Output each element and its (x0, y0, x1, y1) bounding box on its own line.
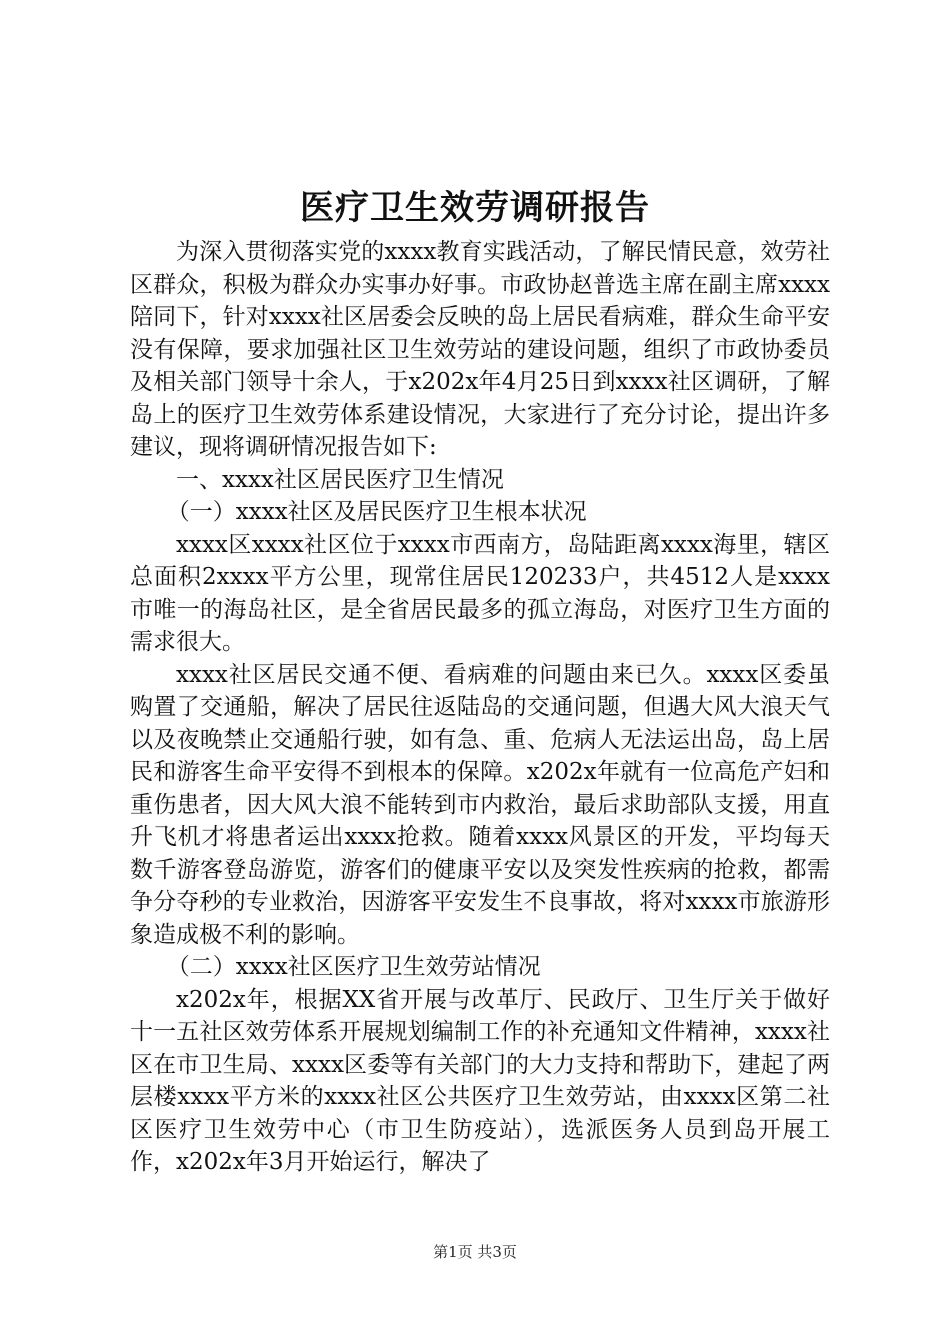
subsection-heading-2: （二）xxxx社区医疗卫生效劳站情况 (166, 954, 541, 980)
document-title: 医疗卫生效劳调研报告 (300, 188, 650, 228)
section-heading-1: 一、xxxx社区居民医疗卫生情况 (176, 466, 504, 493)
intro-paragraph: 为深入贯彻落实党的xxxx教育实践活动，了解民情民意，效劳社区群众，积极为群众办实事办好事。市政协赵普选主席在副主席xxxx陪同下，针对xxxx社区居委会反映的岛上居民看病难，群众生命平安没有保障，要求加强社区卫生效劳站的建设问题，组织了市政协委员及相关部门领导十余人，于x202x年4月25日到xxxx社区调研，了解岛上的医疗卫生效劳体系建设情况，大家进行了充分讨论，提出许多建议，现将调研情况报告如下: (130, 239, 830, 460)
document-body (130, 236, 830, 1179)
body-paragraph: xxxx社区居民交通不便、看病难的问题由来已久。xxxx区委虽购置了交通船，解决了居民往返陆岛的交通问题，但遇大风大浪天气以及夜晚禁止交通船行驶，如有急、重、危病人无法运出岛，岛上居民和游客生命平安得不到根本的保障。x202x年就有一位高危产妇和重伤患者，因大风大浪不能转到市内救治，最后求助部队支援，用直升飞机才将患者运出xxxx抢救。随着xxxx风景区的开发，平均每天数千游客登岛游览，游客们的健康平安以及突发性疾病的抢救，都需争分夺秒的专业救治，因游客平安发生不良事故，将对xxxx市旅游形象造成极不利的影响。 (130, 661, 830, 948)
body-paragraph: x202x年，根据XX省开展与改革厅、民政厅、卫生厅关于做好十一五社区效劳体系开展规划编制工作的补充通知文件精神，xxxx社区在市卫生局、xxxx区委等有关部门的大力支持和帮助下，建起了两层楼xxxx平方米的xxxx社区公共医疗卫生效劳站，由xxxx区第二社区医疗卫生效劳中心（市卫生防疫站），选派医务人员到岛开展工作，x202x年3月开始运行，解决了 (130, 986, 830, 1175)
subsection-heading-1: （一）xxxx社区及居民医疗卫生根本状况 (166, 499, 587, 525)
page-footer: 第1页 共3页 (433, 1243, 517, 1261)
body-paragraph: xxxx区xxxx社区位于xxxx市西南方，岛陆距离xxxx海里，辖区总面积2xxxx平方公里，现常住居民120233户，共4512人是xxxx市唯一的海岛社区，是全省居民最多的孤立海岛，对医疗卫生方面的需求很大。 (130, 531, 830, 655)
